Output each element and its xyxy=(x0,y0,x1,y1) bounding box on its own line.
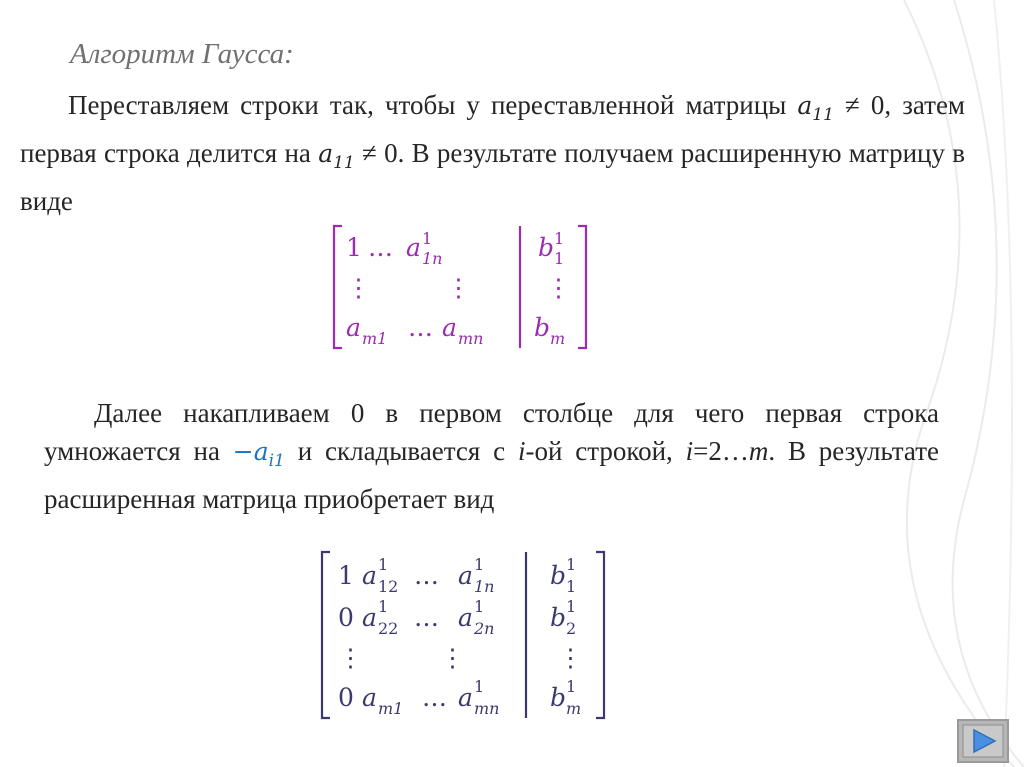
m1-r3-b: b xyxy=(534,313,551,342)
m2-vdots-3: ⋮ xyxy=(558,643,583,672)
slide-title: Алгоритм Гаусса: xyxy=(70,38,294,70)
m1-vdots-2: ⋮ xyxy=(446,273,471,302)
m2-r2-a: a xyxy=(362,603,377,632)
m2-r2-a-sup: 1 xyxy=(378,597,389,616)
matrix-initial xyxy=(330,222,600,354)
m1-r1-a-sub: 1n xyxy=(422,249,443,268)
m2-r4-a: a xyxy=(362,683,377,712)
play-arrow-icon xyxy=(959,721,1007,761)
math-a11: $a_{11}$ xyxy=(797,91,834,125)
m2-r4-b-sup: 1 xyxy=(566,677,577,696)
m1-r1-b-sub: 1 xyxy=(554,249,565,268)
m2-r2-a2-sub: 2n xyxy=(474,619,495,638)
paragraph-elimination: Далее накапливаем 0 в первом столбце для чего первая строка умножается на $-a_{i1}$ и складывается с i-ой строкой, i=2…m. В результате расширенная матрица приобретает вид xyxy=(44,398,939,514)
m2-r1-a2-sub: 1n xyxy=(474,577,495,596)
m2-r2-dots: … xyxy=(414,603,439,632)
m2-r4-dots: … xyxy=(422,683,447,712)
m1-r1-dots: … xyxy=(368,233,393,262)
m1-r1-one: 1 xyxy=(346,233,362,262)
m2-r1-b-sub: 1 xyxy=(566,577,577,596)
m2-r2-b-sub: 2 xyxy=(566,619,577,638)
math-neg-ai1: $-a_{i1}$ xyxy=(232,437,285,471)
m2-r4-b-sub: m xyxy=(566,699,582,718)
math-a11-second: $a_{11}$ xyxy=(318,139,355,173)
m2-r4-a2-sub: mn xyxy=(474,699,500,718)
m2-r1-a-sub: 12 xyxy=(378,577,399,596)
m1-vdots-1: ⋮ xyxy=(346,273,371,302)
m1-r3-dots: … xyxy=(408,313,433,342)
m1-r1-a-sup: 1 xyxy=(422,229,433,248)
m2-r1-a2-sup: 1 xyxy=(474,555,485,574)
m1-vdots-3: ⋮ xyxy=(546,273,571,302)
m2-r4-a2: a xyxy=(458,683,473,712)
m2-r4-b: b xyxy=(550,683,567,712)
m2-r4-c1: 0 xyxy=(338,683,354,712)
next-slide-button[interactable] xyxy=(957,719,1009,763)
m2-r1-b-sup: 1 xyxy=(566,555,577,574)
m2-r1-b: b xyxy=(550,561,567,590)
m1-r3-a2: a xyxy=(442,313,457,342)
m1-r3-a2-sub: mn xyxy=(458,329,484,348)
m1-r3-b-sub: m xyxy=(550,329,566,348)
m1-r1-b-sup: 1 xyxy=(554,229,565,248)
m2-r2-a-sub: 22 xyxy=(378,619,399,638)
m2-vdots-2: ⋮ xyxy=(440,643,465,672)
m2-r2-b-sup: 1 xyxy=(566,597,577,616)
m2-r2-b: b xyxy=(550,603,567,632)
m1-r1-b: b xyxy=(538,233,555,262)
m2-r2-a2: a xyxy=(458,603,473,632)
m2-r1-c1: 1 xyxy=(338,561,354,590)
m1-r3-a-sub: m1 xyxy=(362,329,388,348)
m1-r3-a: a xyxy=(346,313,361,342)
m2-r2-a2-sup: 1 xyxy=(474,597,485,616)
matrix-result xyxy=(318,548,618,724)
m2-r4-a-sub: m1 xyxy=(378,699,404,718)
m2-r4-a2-sup: 1 xyxy=(474,677,485,696)
m2-r1-a: a xyxy=(362,561,377,590)
m2-r1-a-sup: 1 xyxy=(378,555,389,574)
m2-r1-dots: … xyxy=(414,561,439,590)
paragraph-intro: Переставляем строки так, чтобы у переставленной матрицы $a_{11} \ne 0$, затем первая строка делится на $a_{11} \ne 0$. В результате получаем расширенную матрицу в виде xyxy=(20,90,966,216)
m2-vdots-1: ⋮ xyxy=(338,643,363,672)
m1-r1-a: a xyxy=(406,233,421,262)
m2-r1-a2: a xyxy=(458,561,473,590)
m2-r2-c1: 0 xyxy=(338,603,354,632)
